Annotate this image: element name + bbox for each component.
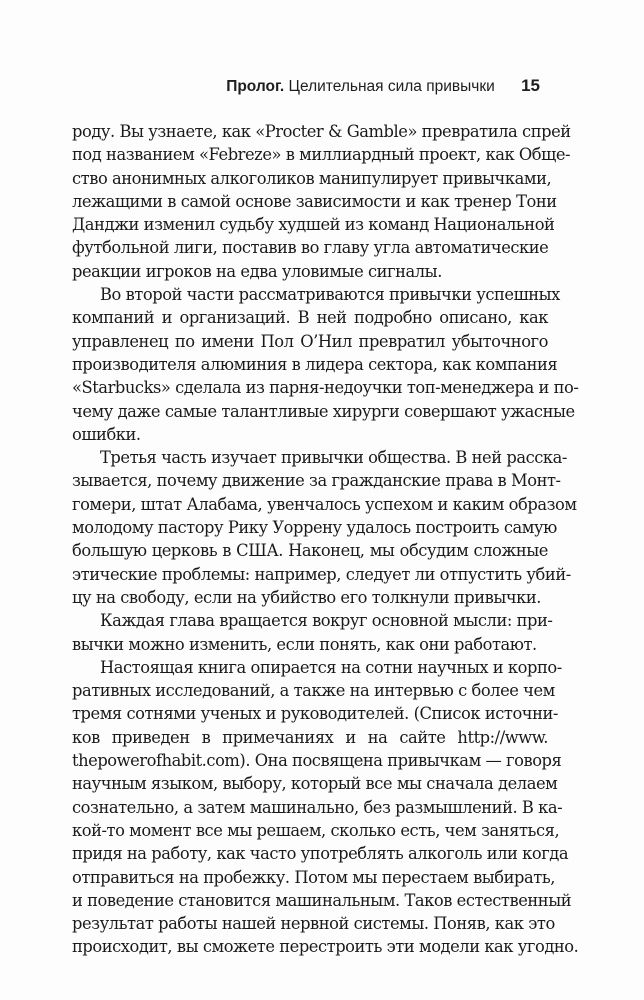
text-line: чему даже самые талантливые хирурги совершают ужасные <box>72 401 575 421</box>
text-line: сознательно, а затем машинально, без размышлений. В ка- <box>72 797 563 817</box>
text-line: thepowerofhabit.com). Она посвящена привычкам — говоря <box>72 751 562 771</box>
text-line: гомери, штат Алабама, увенчалось успехом и каким образом <box>72 494 577 514</box>
text-line: вычки можно изменить, если понять, как они работают. <box>72 634 537 654</box>
text-line: компаний и организаций. В ней подробно описано, как <box>72 308 548 328</box>
text-line: ошибки. <box>72 424 141 444</box>
text-line: придя на работу, как часто употреблять алкоголь или когда <box>72 844 569 864</box>
text-line: кой-то момент все мы решаем, сколько есть, чем заняться, <box>72 820 560 840</box>
text-line: управленец по имени Пол О’Нил превратил убыточного <box>72 331 548 351</box>
text-line: этические проблемы: например, следует ли отпустить убий- <box>72 564 571 584</box>
paragraph-first-line: Третья часть изучает привычки общества. В ней расска- <box>100 448 567 468</box>
text-line: большую церковь в США. Наконец, мы обсудим сложные <box>72 541 548 561</box>
chapter-label: Пролог. <box>226 78 285 95</box>
chapter-title: Целительная сила привычки <box>288 78 495 95</box>
text-line: ративных исследований, а также на интервью с более чем <box>72 681 555 701</box>
text-line: лежащими в самой основе зависимости и как тренер Тони <box>72 191 557 211</box>
text-line: научным языком, выбору, который все мы сначала делаем <box>72 774 558 794</box>
paragraph-first-line: Каждая глава вращается вокруг основной мысли: при- <box>100 611 553 631</box>
text-line: под названием «Febreze» в миллиардный проект, как Обще- <box>72 145 571 165</box>
text-line: футбольной лиги, поставив во главу угла автоматические <box>72 238 549 258</box>
text-line: тремя сотнями ученых и руководителей. (Список источни- <box>72 704 558 724</box>
text-line: «Starbucks» сделала из парня-недоучки топ-менеджера и по- <box>72 378 579 398</box>
paragraph-first-line: Настоящая книга опирается на сотни научных и корпо- <box>100 657 562 677</box>
text-line: и поведение становится машинальным. Таков естественный <box>72 890 572 910</box>
paragraph-first-line: Во второй части рассматриваются привычки успешных <box>100 285 560 305</box>
running-header <box>0 76 540 96</box>
text-line: цу на свободу, если на убийство его толкнули привычки. <box>72 587 542 607</box>
text-line: происходит, вы сможете перестроить эти модели как угодно. <box>72 937 579 957</box>
text-line: реакции игроков на едва уловимые сигналы. <box>72 261 442 281</box>
text-line: зывается, почему движение за гражданские права в Монт- <box>72 471 561 491</box>
text-line: роду. Вы узнаете, как «Procter & Gamble» превратила спрей <box>72 122 571 141</box>
text-line: производителя алюминия в лидера сектора, как компания <box>72 354 558 374</box>
text-line: отправиться на пробежку. Потом мы перестаем выбирать, <box>72 867 555 887</box>
text-line: Данджи изменил судьбу худшей из команд Национальной <box>72 215 555 235</box>
body-text <box>72 120 579 959</box>
text-line: молодому пастору Рику Уоррену удалось построить самую <box>72 518 557 538</box>
text-line: ков приведен в примечаниях и на сайте http://www. <box>72 727 548 747</box>
text-line: результат работы нашей нервной системы. Поняв, как это <box>72 914 555 934</box>
text-line: ство анонимных алкоголиков манипулирует привычками, <box>72 168 552 188</box>
page-number: 15 <box>521 76 540 95</box>
